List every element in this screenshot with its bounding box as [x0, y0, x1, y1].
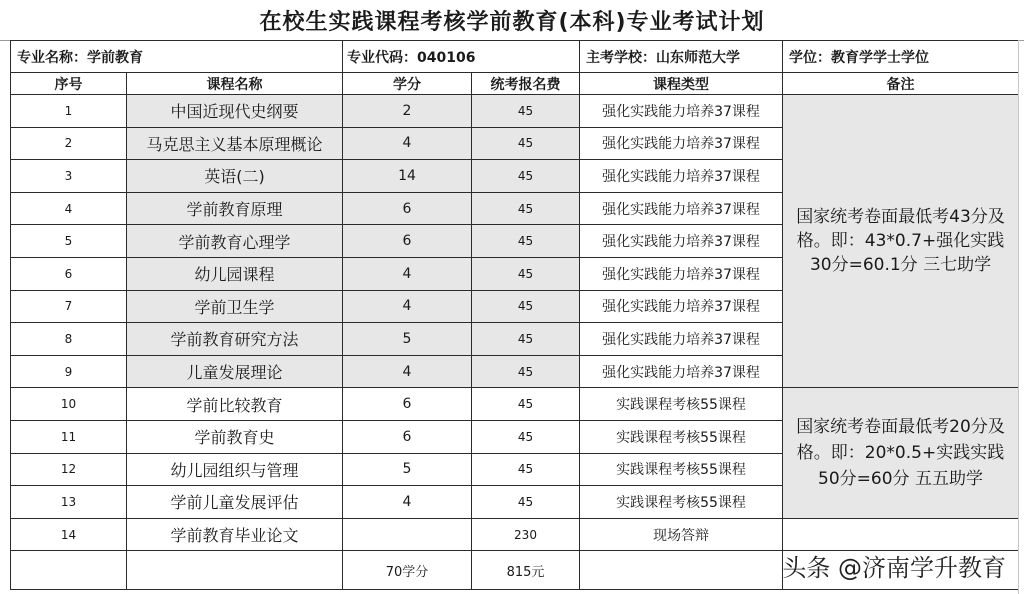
seq-cell: 12 — [11, 453, 127, 486]
credit-cell: 4 — [343, 486, 472, 519]
type-cell: 实践课程考核55课程 — [580, 388, 783, 421]
credit-cell: 6 — [343, 192, 472, 225]
course-name-cell: 学前教育毕业论文 — [127, 518, 343, 551]
type-cell: 强化实践能力培养37课程 — [580, 160, 783, 193]
seq-cell: 6 — [11, 257, 127, 290]
credit-cell: 2 — [343, 95, 472, 128]
course-name-cell: 学前教育史 — [127, 420, 343, 453]
fee-cell: 45 — [472, 323, 580, 356]
course-name-cell: 学前卫生学 — [127, 290, 343, 323]
table-row — [11, 388, 1019, 421]
header-seq: 序号 — [11, 73, 127, 95]
fee-cell: 45 — [472, 290, 580, 323]
header-row — [11, 73, 1019, 95]
total-fee-cell: 815元 — [472, 551, 580, 590]
note-empty-cell — [783, 518, 1019, 551]
type-cell: 强化实践能力培养37课程 — [580, 290, 783, 323]
course-name-cell: 中国近现代史纲要 — [127, 95, 343, 128]
code-cell: 专业代码：040106 — [343, 41, 580, 73]
seq-cell: 11 — [11, 420, 127, 453]
fee-cell: 45 — [472, 453, 580, 486]
seq-cell: 13 — [11, 486, 127, 519]
totals-seq-cell — [11, 551, 127, 590]
type-cell: 实践课程考核55课程 — [580, 486, 783, 519]
credit-cell: 5 — [343, 323, 472, 356]
seq-cell: 14 — [11, 518, 127, 551]
seq-cell: 1 — [11, 95, 127, 128]
watermark: 头条 @济南学升教育 — [782, 554, 1006, 582]
fee-cell: 45 — [472, 257, 580, 290]
info-row — [11, 41, 1019, 73]
course-name-cell: 学前儿童发展评估 — [127, 486, 343, 519]
fee-cell: 230 — [472, 518, 580, 551]
seq-cell: 7 — [11, 290, 127, 323]
fee-cell: 45 — [472, 388, 580, 421]
header-fee: 统考报名费 — [472, 73, 580, 95]
fee-cell: 45 — [472, 95, 580, 128]
totals-name-cell — [127, 551, 343, 590]
sheet-gridline — [1018, 40, 1019, 594]
fee-cell: 45 — [472, 355, 580, 388]
type-cell: 强化实践能力培养37课程 — [580, 95, 783, 128]
note-group-2: 国家统考卷面最低考20分及格。即：20*0.5+实践实践50分=60分 五五助学 — [783, 388, 1019, 518]
credit-cell: 4 — [343, 257, 472, 290]
credit-cell: 6 — [343, 225, 472, 258]
course-name-cell: 儿童发展理论 — [127, 355, 343, 388]
type-cell: 强化实践能力培养37课程 — [580, 257, 783, 290]
school-cell: 主考学校：山东师范大学 — [580, 41, 783, 73]
totals-type-cell — [580, 551, 783, 590]
seq-cell: 9 — [11, 355, 127, 388]
credit-cell: 14 — [343, 160, 472, 193]
credit-cell: 5 — [343, 453, 472, 486]
page-title: 在校生实践课程考核学前教育(本科)专业考试计划 — [0, 0, 1024, 41]
type-cell: 强化实践能力培养37课程 — [580, 127, 783, 160]
fee-cell: 45 — [472, 192, 580, 225]
credit-cell: 4 — [343, 290, 472, 323]
credit-cell — [343, 518, 472, 551]
course-name-cell: 英语(二) — [127, 160, 343, 193]
seq-cell: 4 — [11, 192, 127, 225]
credit-cell: 4 — [343, 127, 472, 160]
fee-cell: 45 — [472, 160, 580, 193]
fee-cell: 45 — [472, 127, 580, 160]
course-name-cell: 学前比较教育 — [127, 388, 343, 421]
course-name-cell: 学前教育研究方法 — [127, 323, 343, 356]
credit-cell: 6 — [343, 420, 472, 453]
header-type: 课程类型 — [580, 73, 783, 95]
seq-cell: 5 — [11, 225, 127, 258]
fee-cell: 45 — [472, 486, 580, 519]
table-row — [11, 95, 1019, 128]
type-cell: 实践课程考核55课程 — [580, 420, 783, 453]
major-cell: 专业名称：学前教育 — [11, 41, 343, 73]
seq-cell: 2 — [11, 127, 127, 160]
seq-cell: 3 — [11, 160, 127, 193]
type-cell: 强化实践能力培养37课程 — [580, 225, 783, 258]
total-credit-cell: 70学分 — [343, 551, 472, 590]
type-cell: 强化实践能力培养37课程 — [580, 192, 783, 225]
header-note: 备注 — [783, 73, 1019, 95]
credit-cell: 4 — [343, 355, 472, 388]
table-row — [11, 518, 1019, 551]
degree-cell: 学位：教育学学士学位 — [783, 41, 1019, 73]
header-credit: 学分 — [343, 73, 472, 95]
header-name: 课程名称 — [127, 73, 343, 95]
type-cell: 强化实践能力培养37课程 — [580, 355, 783, 388]
credit-cell: 6 — [343, 388, 472, 421]
course-name-cell: 马克思主义基本原理概论 — [127, 127, 343, 160]
seq-cell: 8 — [11, 323, 127, 356]
seq-cell: 10 — [11, 388, 127, 421]
course-name-cell: 幼儿园组织与管理 — [127, 453, 343, 486]
course-name-cell: 学前教育原理 — [127, 192, 343, 225]
type-cell: 强化实践能力培养37课程 — [580, 323, 783, 356]
note-group-1: 国家统考卷面最低考43分及格。即：43*0.7+强化实践30分=60.1分 三七助学 — [783, 95, 1019, 388]
exam-plan-table — [10, 40, 1019, 590]
fee-cell: 45 — [472, 225, 580, 258]
course-name-cell: 学前教育心理学 — [127, 225, 343, 258]
type-cell: 现场答辩 — [580, 518, 783, 551]
course-name-cell: 幼儿园课程 — [127, 257, 343, 290]
type-cell: 实践课程考核55课程 — [580, 453, 783, 486]
fee-cell: 45 — [472, 420, 580, 453]
